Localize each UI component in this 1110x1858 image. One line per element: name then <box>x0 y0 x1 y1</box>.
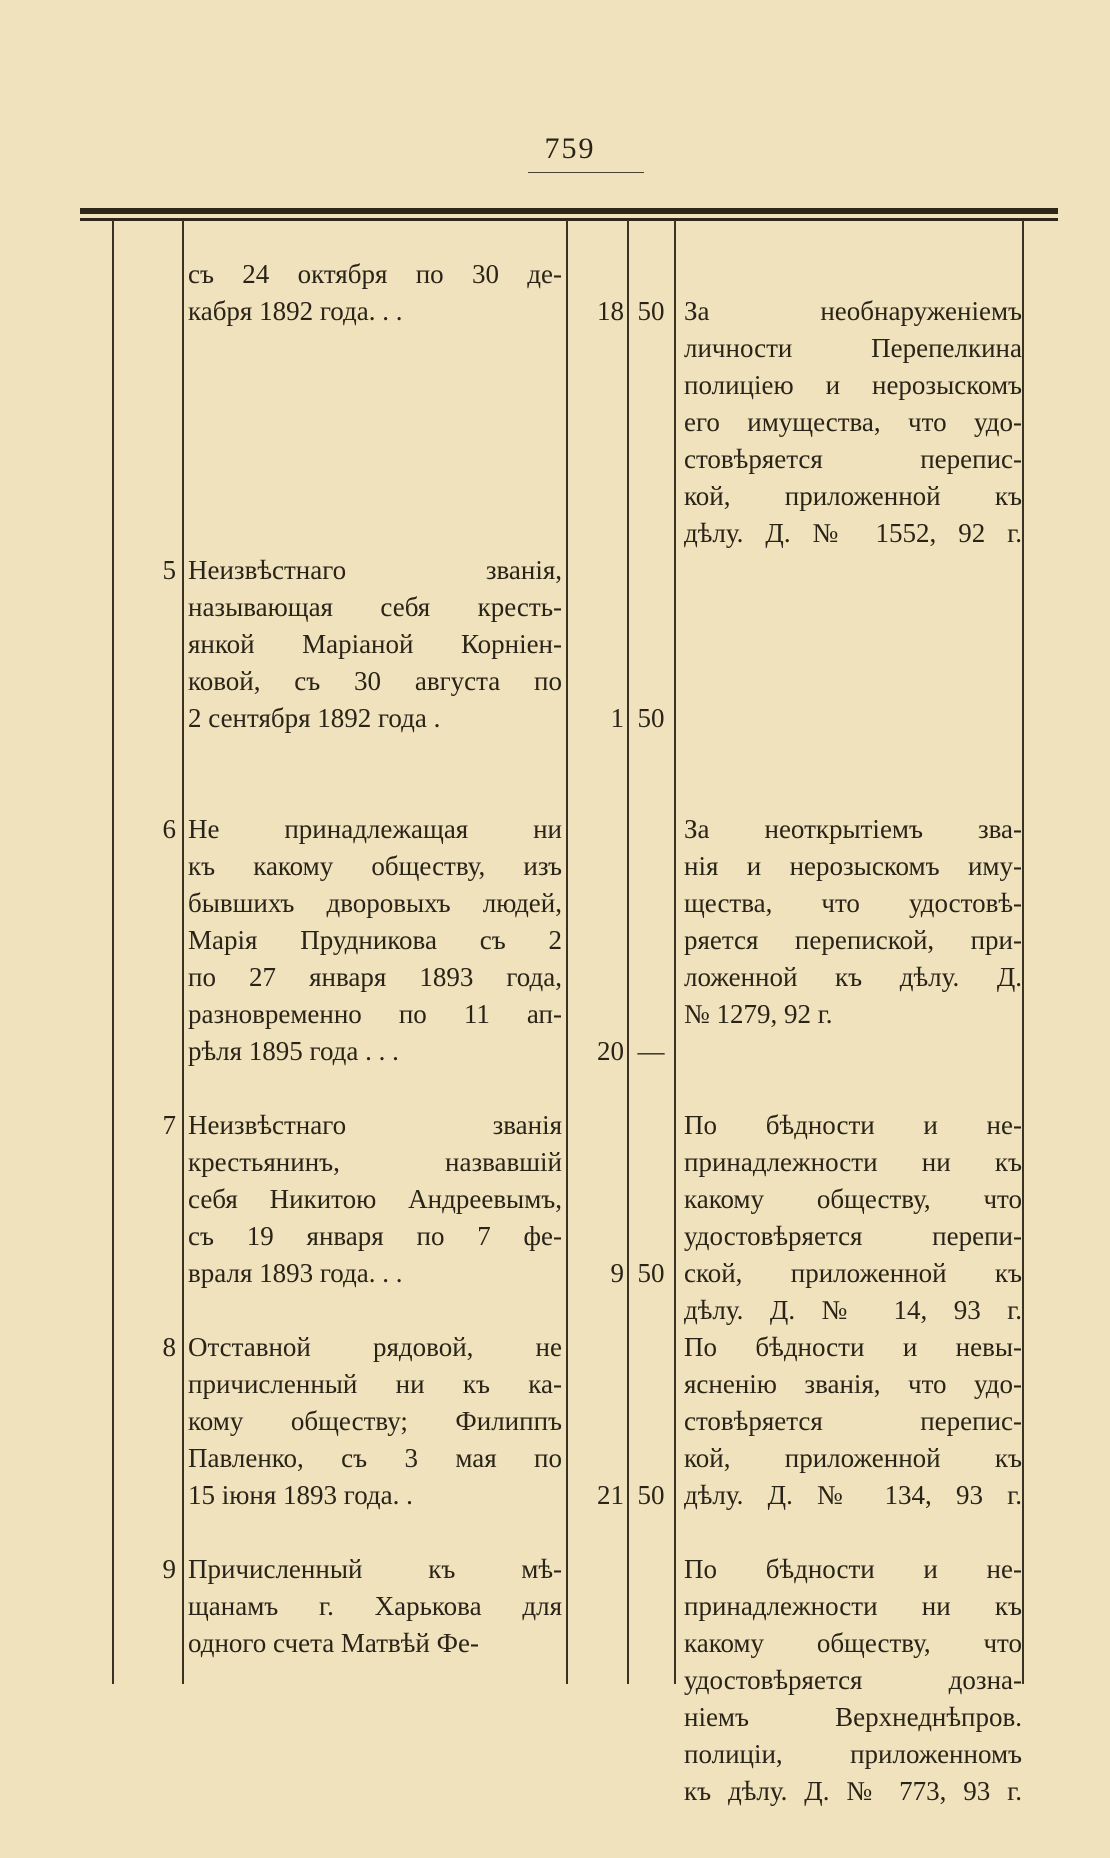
entry-note-line: ской, приложенной къ <box>684 1258 1022 1288</box>
column-divider-number <box>182 220 184 1684</box>
entry-note-line: какому обществу, что <box>684 1184 1022 1214</box>
amount-rubles: 9 <box>610 1258 624 1288</box>
entry-note-line: дѣлу. Д. № 134, 93 г. <box>684 1480 1022 1510</box>
amount-kopecks: 50 <box>637 1480 665 1510</box>
entry-description-line: Павленко, съ 3 мая по <box>188 1443 562 1473</box>
entry-description-line: Причисленный къ мѣ- <box>188 1554 562 1584</box>
entry-note-line: полиціи, приложенномъ <box>684 1739 1022 1769</box>
entry-description-line: крестьянинъ, назвавшій <box>188 1147 562 1177</box>
entry-description-line: ковой, съ 30 августа по <box>188 666 562 696</box>
entry-note-line: къ дѣлу. Д. № 773, 93 г. <box>684 1776 1022 1806</box>
entry-number: 7 <box>162 1110 176 1140</box>
entry-description-line: янкой Маріаной Корніен- <box>188 629 562 659</box>
amount-rubles: 1 <box>610 703 624 733</box>
entry-note-line: По бѣдности и невы- <box>684 1332 1022 1362</box>
table-top-rule-thin <box>80 218 1058 221</box>
entry-number: 9 <box>162 1554 176 1584</box>
entry-description-line: одного счета Матвѣй Фе- <box>188 1628 479 1658</box>
entry-description-line: бывшихъ дворовыхъ людей, <box>188 888 562 918</box>
entry-description-line: Марія Прудникова съ 2 <box>188 925 562 955</box>
entry-note-line: № 1279, 92 г. <box>684 999 833 1029</box>
amount-kopecks: 50 <box>637 703 665 733</box>
entry-note-line: ясненію званія, что удо- <box>684 1369 1022 1399</box>
column-divider-rubles <box>627 220 629 1684</box>
entry-description-line: причисленный ни къ ка- <box>188 1369 562 1399</box>
entry-note-line: По бѣдности и не- <box>684 1110 1022 1140</box>
entry-description-line: 2 сентября 1892 года . <box>188 703 441 733</box>
amount-kopecks: — <box>637 1036 665 1066</box>
entry-note-line: удостовѣряется дозна- <box>684 1665 1022 1695</box>
table-border-right <box>1022 220 1024 1684</box>
entry-description-line: Неизвѣстнаго званія <box>188 1110 562 1140</box>
entry-note-line: личности Перепелкина <box>684 333 1022 363</box>
entry-note-line: За неоткрытіемъ зва- <box>684 814 1022 844</box>
entry-note-line: стовѣряется перепис- <box>684 444 1022 474</box>
entry-note-line: полиціею и нерозыскомъ <box>684 370 1022 400</box>
entry-note-line: дѣлу. Д. № 1552, 92 г. <box>684 518 1022 548</box>
entry-description-line: по 27 января 1893 года, <box>188 962 562 992</box>
entry-note-line: стовѣряется перепис- <box>684 1406 1022 1436</box>
entry-note-line: щества, что удостовѣ- <box>684 888 1022 918</box>
entry-note-line: какому обществу, что <box>684 1628 1022 1658</box>
page-number-rule <box>528 172 644 173</box>
entry-note-line: удостовѣряется перепи- <box>684 1221 1022 1251</box>
entry-description-line: себя Никитою Андреевымъ, <box>188 1184 562 1214</box>
entry-description-line: къ какому обществу, изъ <box>188 851 562 881</box>
amount-rubles: 21 <box>597 1480 624 1510</box>
entry-note-line: принадлежности ни къ <box>684 1147 1022 1177</box>
entry-note-line: кой, приложенной къ <box>684 1443 1022 1473</box>
amount-kopecks: 50 <box>637 296 665 326</box>
entry-description-line: Неизвѣстнаго званія, <box>188 555 562 585</box>
entry-note-line: За необнаруженіемъ <box>684 296 1022 326</box>
entry-note-line: кой, приложенной къ <box>684 481 1022 511</box>
entry-number: 5 <box>162 555 176 585</box>
amount-kopecks: 50 <box>637 1258 665 1288</box>
entry-description-line: Отставной рядовой, не <box>188 1332 562 1362</box>
entry-note-line: ніемъ Верхнеднѣпров. <box>684 1702 1022 1732</box>
entry-description-line: съ 24 октября по 30 де- <box>188 259 562 289</box>
entry-description-line: называющая себя кресть- <box>188 592 562 622</box>
entry-note-line: ложенной къ дѣлу. Д. <box>684 962 1022 992</box>
amount-rubles: 20 <box>597 1036 624 1066</box>
page-number: 759 <box>544 132 596 165</box>
entry-description-line: съ 19 января по 7 фе- <box>188 1221 562 1251</box>
entry-description-line: враля 1893 года. . . <box>188 1258 403 1288</box>
table-border-left <box>112 220 114 1684</box>
amount-rubles: 18 <box>597 296 624 326</box>
entry-description-line: разновременно по 11 ап- <box>188 999 562 1029</box>
entry-note-line: его имущества, что удо- <box>684 407 1022 437</box>
entry-note-line: ряется перепиской, при- <box>684 925 1022 955</box>
entry-note-line: По бѣдности и не- <box>684 1554 1022 1584</box>
entry-number: 8 <box>162 1332 176 1362</box>
entry-description-line: 15 іюня 1893 года. . <box>188 1480 413 1510</box>
entry-description-line: щанамъ г. Харькова для <box>188 1591 562 1621</box>
entry-note-line: нія и нерозыскомъ иму- <box>684 851 1022 881</box>
entry-description-line: Не принадлежащая ни <box>188 814 562 844</box>
column-divider-kopecks <box>674 220 676 1684</box>
entry-note-line: принадлежности ни къ <box>684 1591 1022 1621</box>
entry-description-line: кому обществу; Филиппъ <box>188 1406 562 1436</box>
entry-number: 6 <box>162 814 176 844</box>
entry-note-line: дѣлу. Д. № 14, 93 г. <box>684 1295 1022 1325</box>
entry-description-line: рѣля 1895 года . . . <box>188 1036 399 1066</box>
entry-description-line: кабря 1892 года. . . <box>188 296 403 326</box>
table-top-rule-thick <box>80 208 1058 214</box>
column-divider-description <box>566 220 568 1684</box>
